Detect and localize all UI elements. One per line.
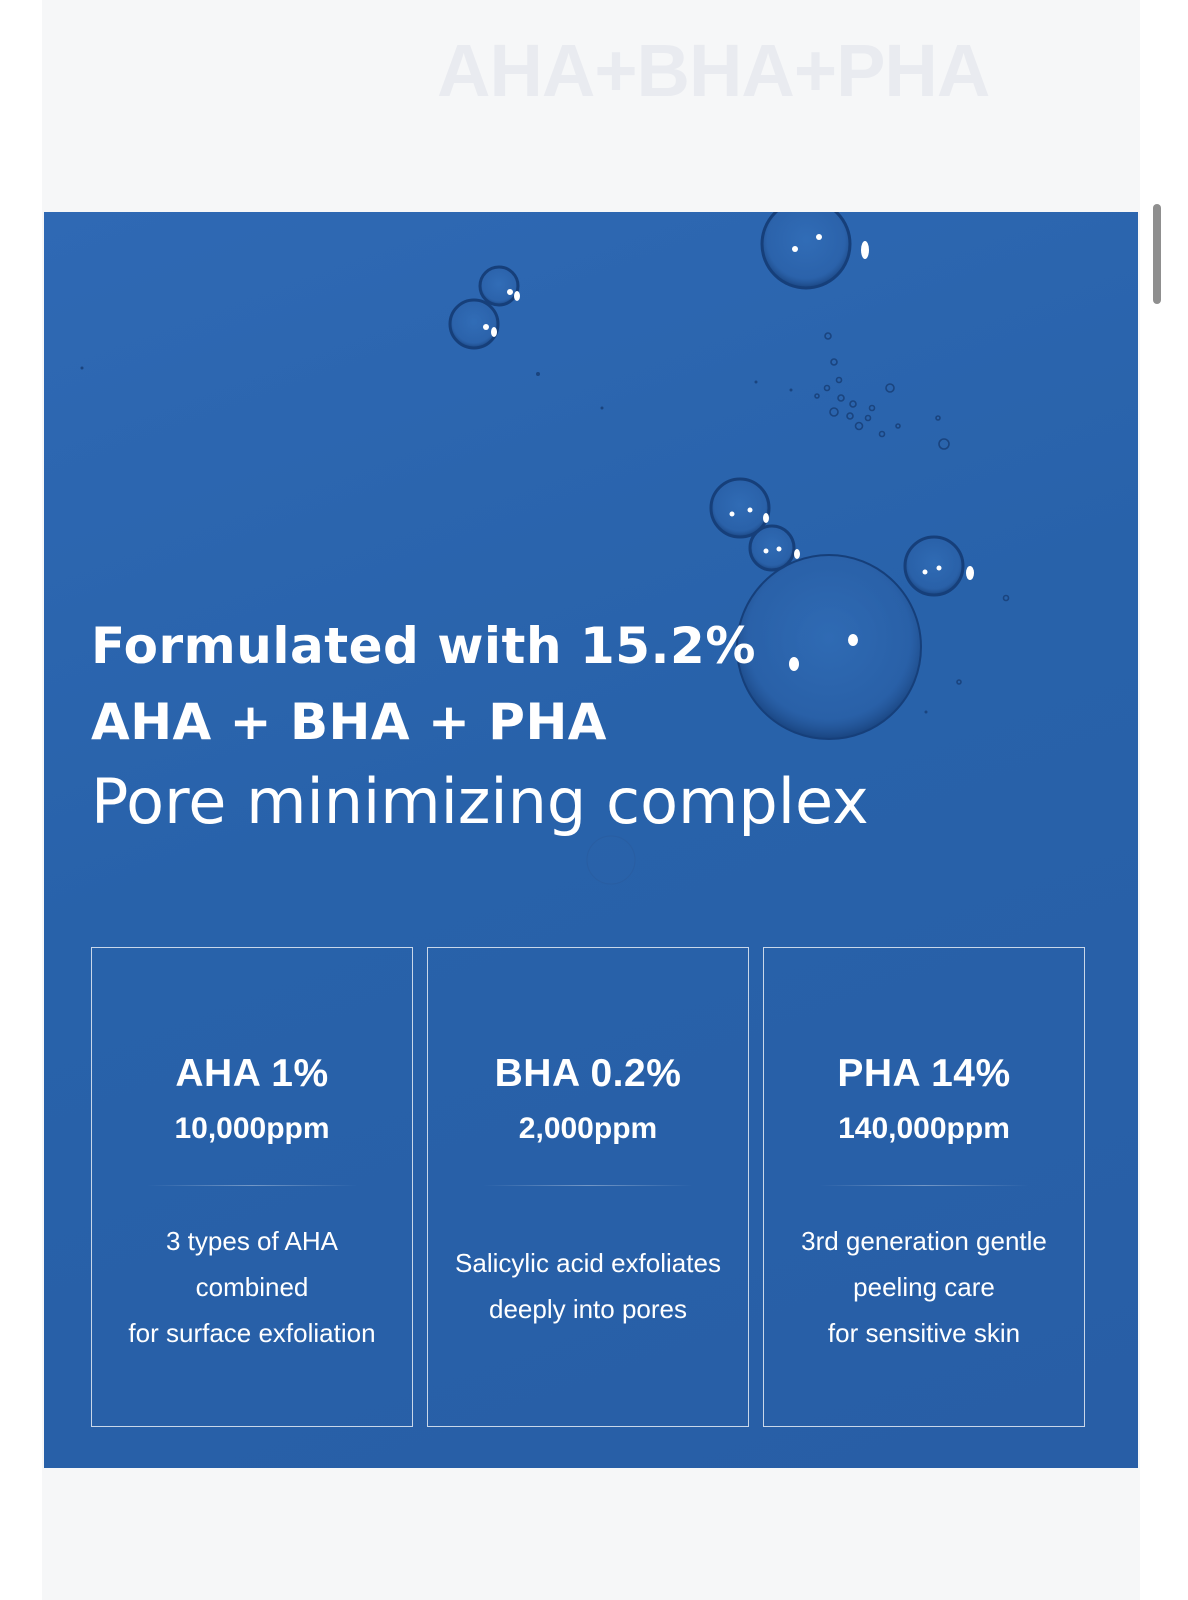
headline-line-2: AHA + BHA + PHA	[91, 693, 607, 751]
card-description-line: Salicylic acid exfoliates	[455, 1248, 721, 1278]
card-ppm: 2,000ppm	[518, 1112, 658, 1145]
card-description-line: 3 types of AHA	[166, 1226, 338, 1256]
headline-line-1: Formulated with 15.2%	[91, 617, 756, 675]
hero-section	[44, 212, 1138, 1468]
card-ppm: 140,000ppm	[838, 1112, 1010, 1145]
headline-subtitle: Pore minimizing complex	[91, 765, 869, 838]
card-description-line: for sensitive skin	[827, 1318, 1021, 1348]
card-bha	[427, 947, 749, 1427]
card-aha	[91, 947, 413, 1427]
card-pha	[763, 947, 1085, 1427]
scrollbar-thumb[interactable]	[1153, 204, 1161, 304]
card-description	[780, 1218, 1068, 1356]
card-description-line: deeply into pores	[488, 1294, 688, 1324]
card-description-line: for surface exfoliation	[128, 1318, 376, 1348]
card-title: BHA 0.2%	[494, 1052, 682, 1095]
card-description	[108, 1218, 396, 1356]
watermark-text: AHA+BHA+PHA	[437, 29, 990, 112]
card-description-line: 3rd generation gentle	[801, 1226, 1047, 1256]
card-title: PHA 14%	[837, 1052, 1011, 1095]
card-description-line: combined	[195, 1272, 309, 1302]
card-ppm: 10,000ppm	[174, 1112, 330, 1145]
card-description-line: peeling care	[853, 1272, 995, 1302]
card-divider	[819, 1185, 1029, 1186]
card-title: AHA 1%	[175, 1052, 329, 1095]
card-divider	[483, 1185, 693, 1186]
card-description	[444, 1240, 732, 1332]
card-divider	[147, 1185, 357, 1186]
ingredient-cards	[91, 947, 1103, 1429]
headline-block	[91, 608, 869, 844]
